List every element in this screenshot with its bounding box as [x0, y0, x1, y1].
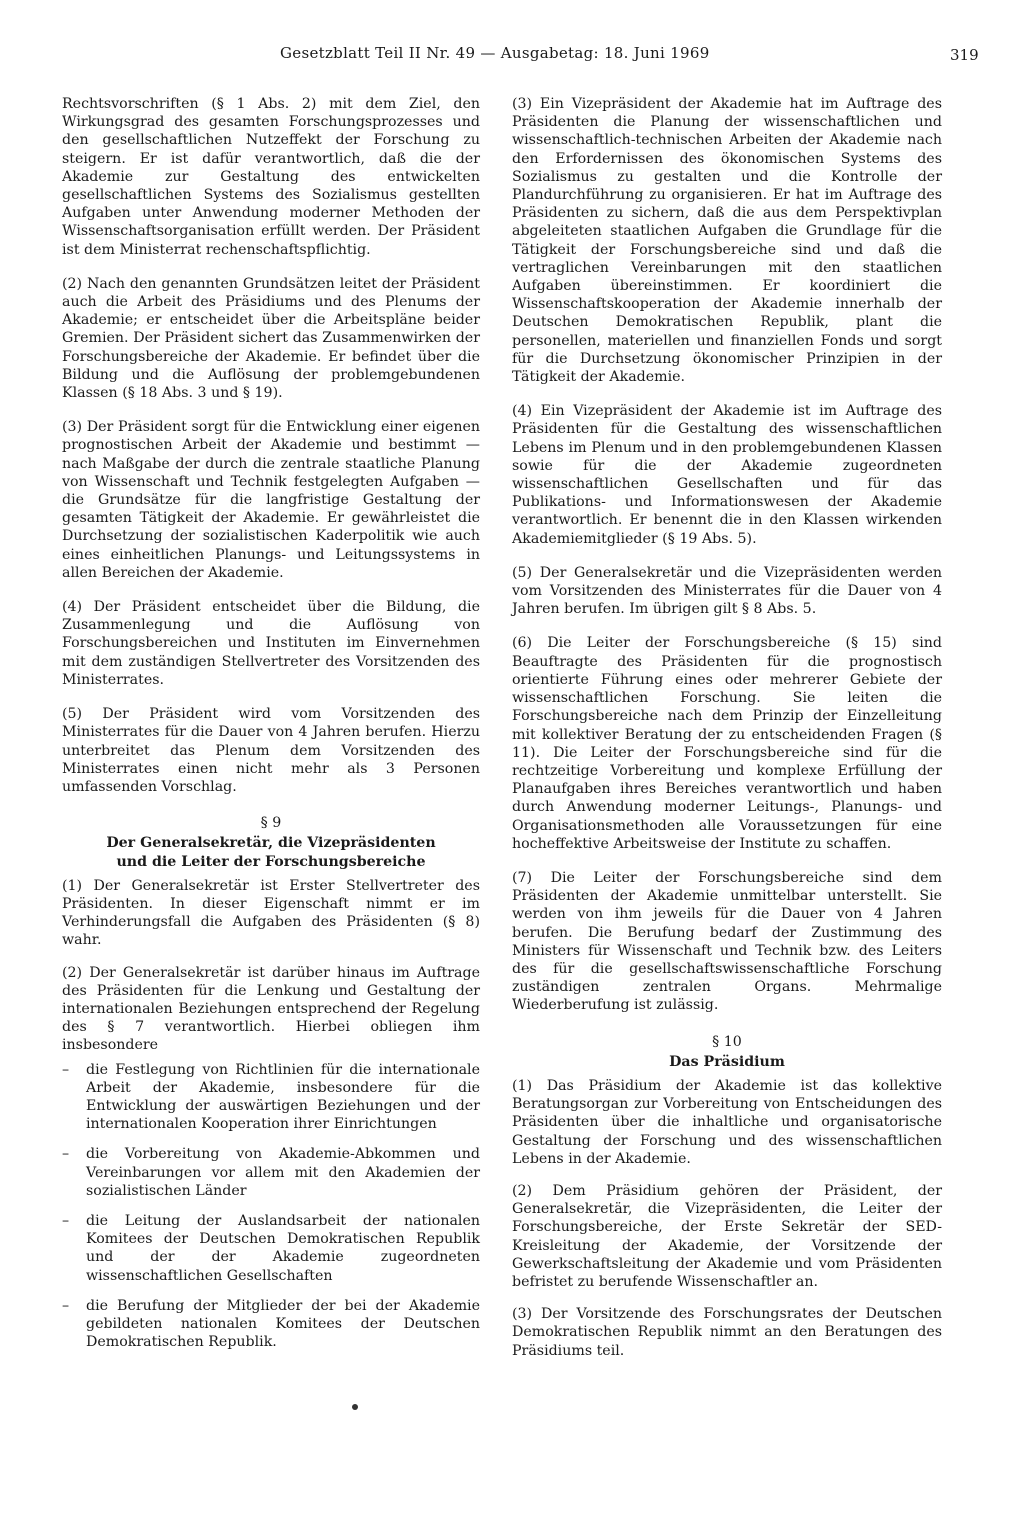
list-item-text: die Berufung der Mitglieder der bei der Akademie gebildeten nationalen Komitees der Deutschen Demokratischen Republik. — [86, 1297, 480, 1351]
right-column — [512, 95, 942, 1360]
list-item-text: die Vorbereitung von Akademie-Abkommen und Vereinbarungen vor allem mit den Akademien der sozialistischen Länder — [86, 1146, 480, 1199]
paragraph: Rechtsvorschriften (§ 1 Abs. 2) mit dem Ziel, den Wirkungsgrad des gesamten Forschungsprozesses und den gesellschaftlichen Nutzeffekt der Forschung zu steigern. Er ist dafür verantwortlich, daß die der Akademie zur Gestaltung des entwickelten gesellschaftlichen Systems des Sozialismus gestellten Aufgaben unter Anwendung moderner Methoden der Wissenschaftsorganisation erfüllt werden. Der Präsident ist dem Ministerrat rechenschaftspflichtig. — [62, 96, 480, 258]
list-dash: – — [62, 1146, 70, 1163]
paragraph: (2) Dem Präsidium gehören der Präsident, der Generalsekretär, die Vizepräsidenten, die Leiter der Forschungsbereiche, der Erste Sekretär der SED-Kreisleitung der Akademie, der Vorsitzende der Gewerkschaftsleitung der Akademie und vom Präsidenten befristet zu berufende Wissenschaftler an. — [512, 1182, 942, 1290]
paragraph: (3) Ein Vizepräsident der Akademie hat im Auftrage des Präsidenten die Planung der wissenschaftlichen und wissenschaftlich-technischen Arbeiten der Akademie nach den Erfordernissen des ökonomischen Systems des Sozialismus zu gestalten und die Kontrolle der Plandurchführung zu organisieren. Er hat im Auftrage des Präsidenten zu sichern, daß die aus dem Perspektivplan abgeleiteten staatlichen Aufgaben die Grundlage für die Tätigkeit der Forschungsbereiche sind und daß die vertraglichen Vereinbarungen mit den staatlichen Aufgaben übereinstimmen. Er koordiniert die Wissenschaftskooperation der Akademie innerhalb der Deutschen Demokratischen Republik, plant die personellen, materiellen und finanziellen Fonds und sorgt für die Durchsetzung ökonomischer Prinzipien in der Tätigkeit der Akademie. — [512, 96, 942, 386]
section-number: § 10 — [712, 1033, 742, 1050]
list-item — [62, 1061, 480, 1134]
list-item-text: die Festlegung von Richtlinien für die internationale Arbeit der Akademie, insbesondere für die Entwicklung der auswärtigen Beziehungen und der internationalen Kooperation ihrer Einrichtungen — [86, 1061, 480, 1133]
paragraph: (6) Die Leiter der Forschungsbereiche (§ 15) sind Beauftragte des Präsidenten für die prognostisch orientierte Führung eines oder mehrerer Gebiete der wissenschaftlichen Forschung. Sie leiten die Forschungsbereiche nach dem Prinzip der Einzelleitung mit kollektiver Beratung der zu entscheidenden Fragen (§ 11). Die Leiter der Forschungsbereiche sind für die rechtzeitige Vorbereitung und komplexe Erfüllung der Planaufgaben ihres Bereiches verantwortlich und haben durch Anwendung moderner Leitungs-, Planungs- und Organisationsmethoden alle Voraussetzungen für eine hocheffektive Arbeitsweise der Institute zu schaffen. — [512, 635, 942, 852]
list-dash: – — [62, 1212, 70, 1229]
section-title: Der Generalsekretär, die Vizepräsidenten — [106, 835, 436, 852]
paragraph: (2) Nach den genannten Grundsätzen leitet der Präsident auch die Arbeit des Präsidiums und des Plenums der Akademie; er entscheidet über die Arbeitspläne beider Gremien. Der Präsident sichert das Zusammenwirken der Forschungsbereiche der Akademie. Er befindet über die Bildung und die Auflösung der problemgebundenen Klassen (§ 18 Abs. 3 und § 19). — [62, 275, 480, 402]
paragraph: (3) Der Präsident sorgt für die Entwicklung einer eigenen prognostischen Arbeit der Akademie und bestimmt — nach Maßgabe der durch die zentrale staatliche Planung von Wissenschaft und Technik festgelegten Aufgaben — die Grundsätze für die langfristige Gestaltung der gesamten Tätigkeit der Akademie. Er gewährleistet die Durchsetzung der sozialistischen Kaderpolitik wie auch eines einheitlichen Planungs- und Leitungssystems in allen Bereichen der Akademie. — [62, 419, 480, 581]
section-number: § 9 — [260, 815, 282, 832]
list-item-text: die Leitung der Auslandsarbeit der nationalen Komitees der Deutschen Demokratischen Republik und der der Akademie zugeordneten wissenschaftlichen Gesellschaften — [86, 1212, 480, 1284]
list-item — [62, 1212, 480, 1285]
section-title: und die Leiter der Forschungsbereiche — [116, 853, 426, 870]
list-item — [62, 1297, 480, 1352]
left-column — [62, 95, 480, 1351]
gazette-title: Gesetzblatt Teil II Nr. 49 — Ausgabetag: 18. Juni 1969 — [280, 44, 710, 62]
paragraph: (2) Der Generalsekretär ist darüber hinaus im Auftrage des Präsidenten für die Lenkung und Gestaltung der internationalen Beziehungen entsprechend der Regelung des § 7 verantwortlich. Hierbei obliegen ihm insbesondere — [62, 964, 480, 1054]
list-item — [62, 1145, 480, 1200]
page-header — [0, 44, 1024, 68]
paragraph: (4) Ein Vizepräsident der Akademie ist im Auftrage des Präsidenten für die Gestaltung des wissenschaftlichen Lebens im Plenum und in den problemgebundenen Klassen sowie für die der Akademie zugeordneten wissenschaftlichen Gesellschaften und für das Publikations- und Informationswesen der Akademie verantwortlich. Er benennt die in den Klassen wirkenden Akademiemitglieder (§ 19 Abs. 5). — [512, 403, 942, 547]
list-dash: – — [62, 1297, 70, 1314]
page-number: 319 — [950, 46, 979, 64]
list-dash: – — [62, 1061, 70, 1078]
paragraph: (5) Der Präsident wird vom Vorsitzenden des Ministerrates für die Dauer von 4 Jahren berufen. Hierzu unterbreitet das Plenum dem Vorsitzenden des Ministerrates einen nicht mehr als 3 Personen umfassenden Vorschlag. — [62, 706, 480, 795]
paragraph: (3) Der Vorsitzende des Forschungsrates der Deutschen Demokratischen Republik nimmt an den Beratungen des Präsidiums teil. — [512, 1306, 942, 1359]
paragraph: (5) Der Generalsekretär und die Vizepräsidenten werden vom Vorsitzenden des Ministerrates für die Dauer von 4 Jahren berufen. Im übrigen gilt § 8 Abs. 5. — [512, 564, 942, 618]
paragraph: (7) Die Leiter der Forschungsbereiche sind dem Präsidenten der Akademie unmittelbar unterstellt. Sie werden von ihm jeweils für die Dauer von 4 Jahren berufen. Die Berufung bedarf der Zustimmung des Ministers für Wissenschaft und Technik bzw. des Leiters des für die gesellschaftswissenschaftliche Forschung zuständigen zentralen Organs. Mehrmalige Wiederberufung ist zulässig. — [512, 869, 942, 1014]
paragraph: (1) Der Generalsekretär ist Erster Stellvertreter des Präsidenten. In dieser Eigenschaft nimmt er im Verhinderungsfall die Aufgaben des Präsidenten (§ 8) wahr. — [62, 877, 480, 949]
paragraph: (4) Der Präsident entscheidet über die Bildung, die Zusammenlegung und die Auflösung von Forschungsbereichen und Instituten im Einvernehmen mit dem zuständigen Stellvertreter des Vorsitzenden des Ministerrates. — [62, 599, 480, 688]
section-title: Das Präsidium — [669, 1053, 785, 1070]
paragraph: (1) Das Präsidium der Akademie ist das kollektive Beratungsorgan zur Vorbereitung von Entscheidungen des Präsidenten über die inhaltliche und organisatorische Gestaltung der Forschung und des wissenschaftlichen Lebens in der Akademie. — [512, 1077, 942, 1167]
scan-speck — [352, 1404, 358, 1410]
